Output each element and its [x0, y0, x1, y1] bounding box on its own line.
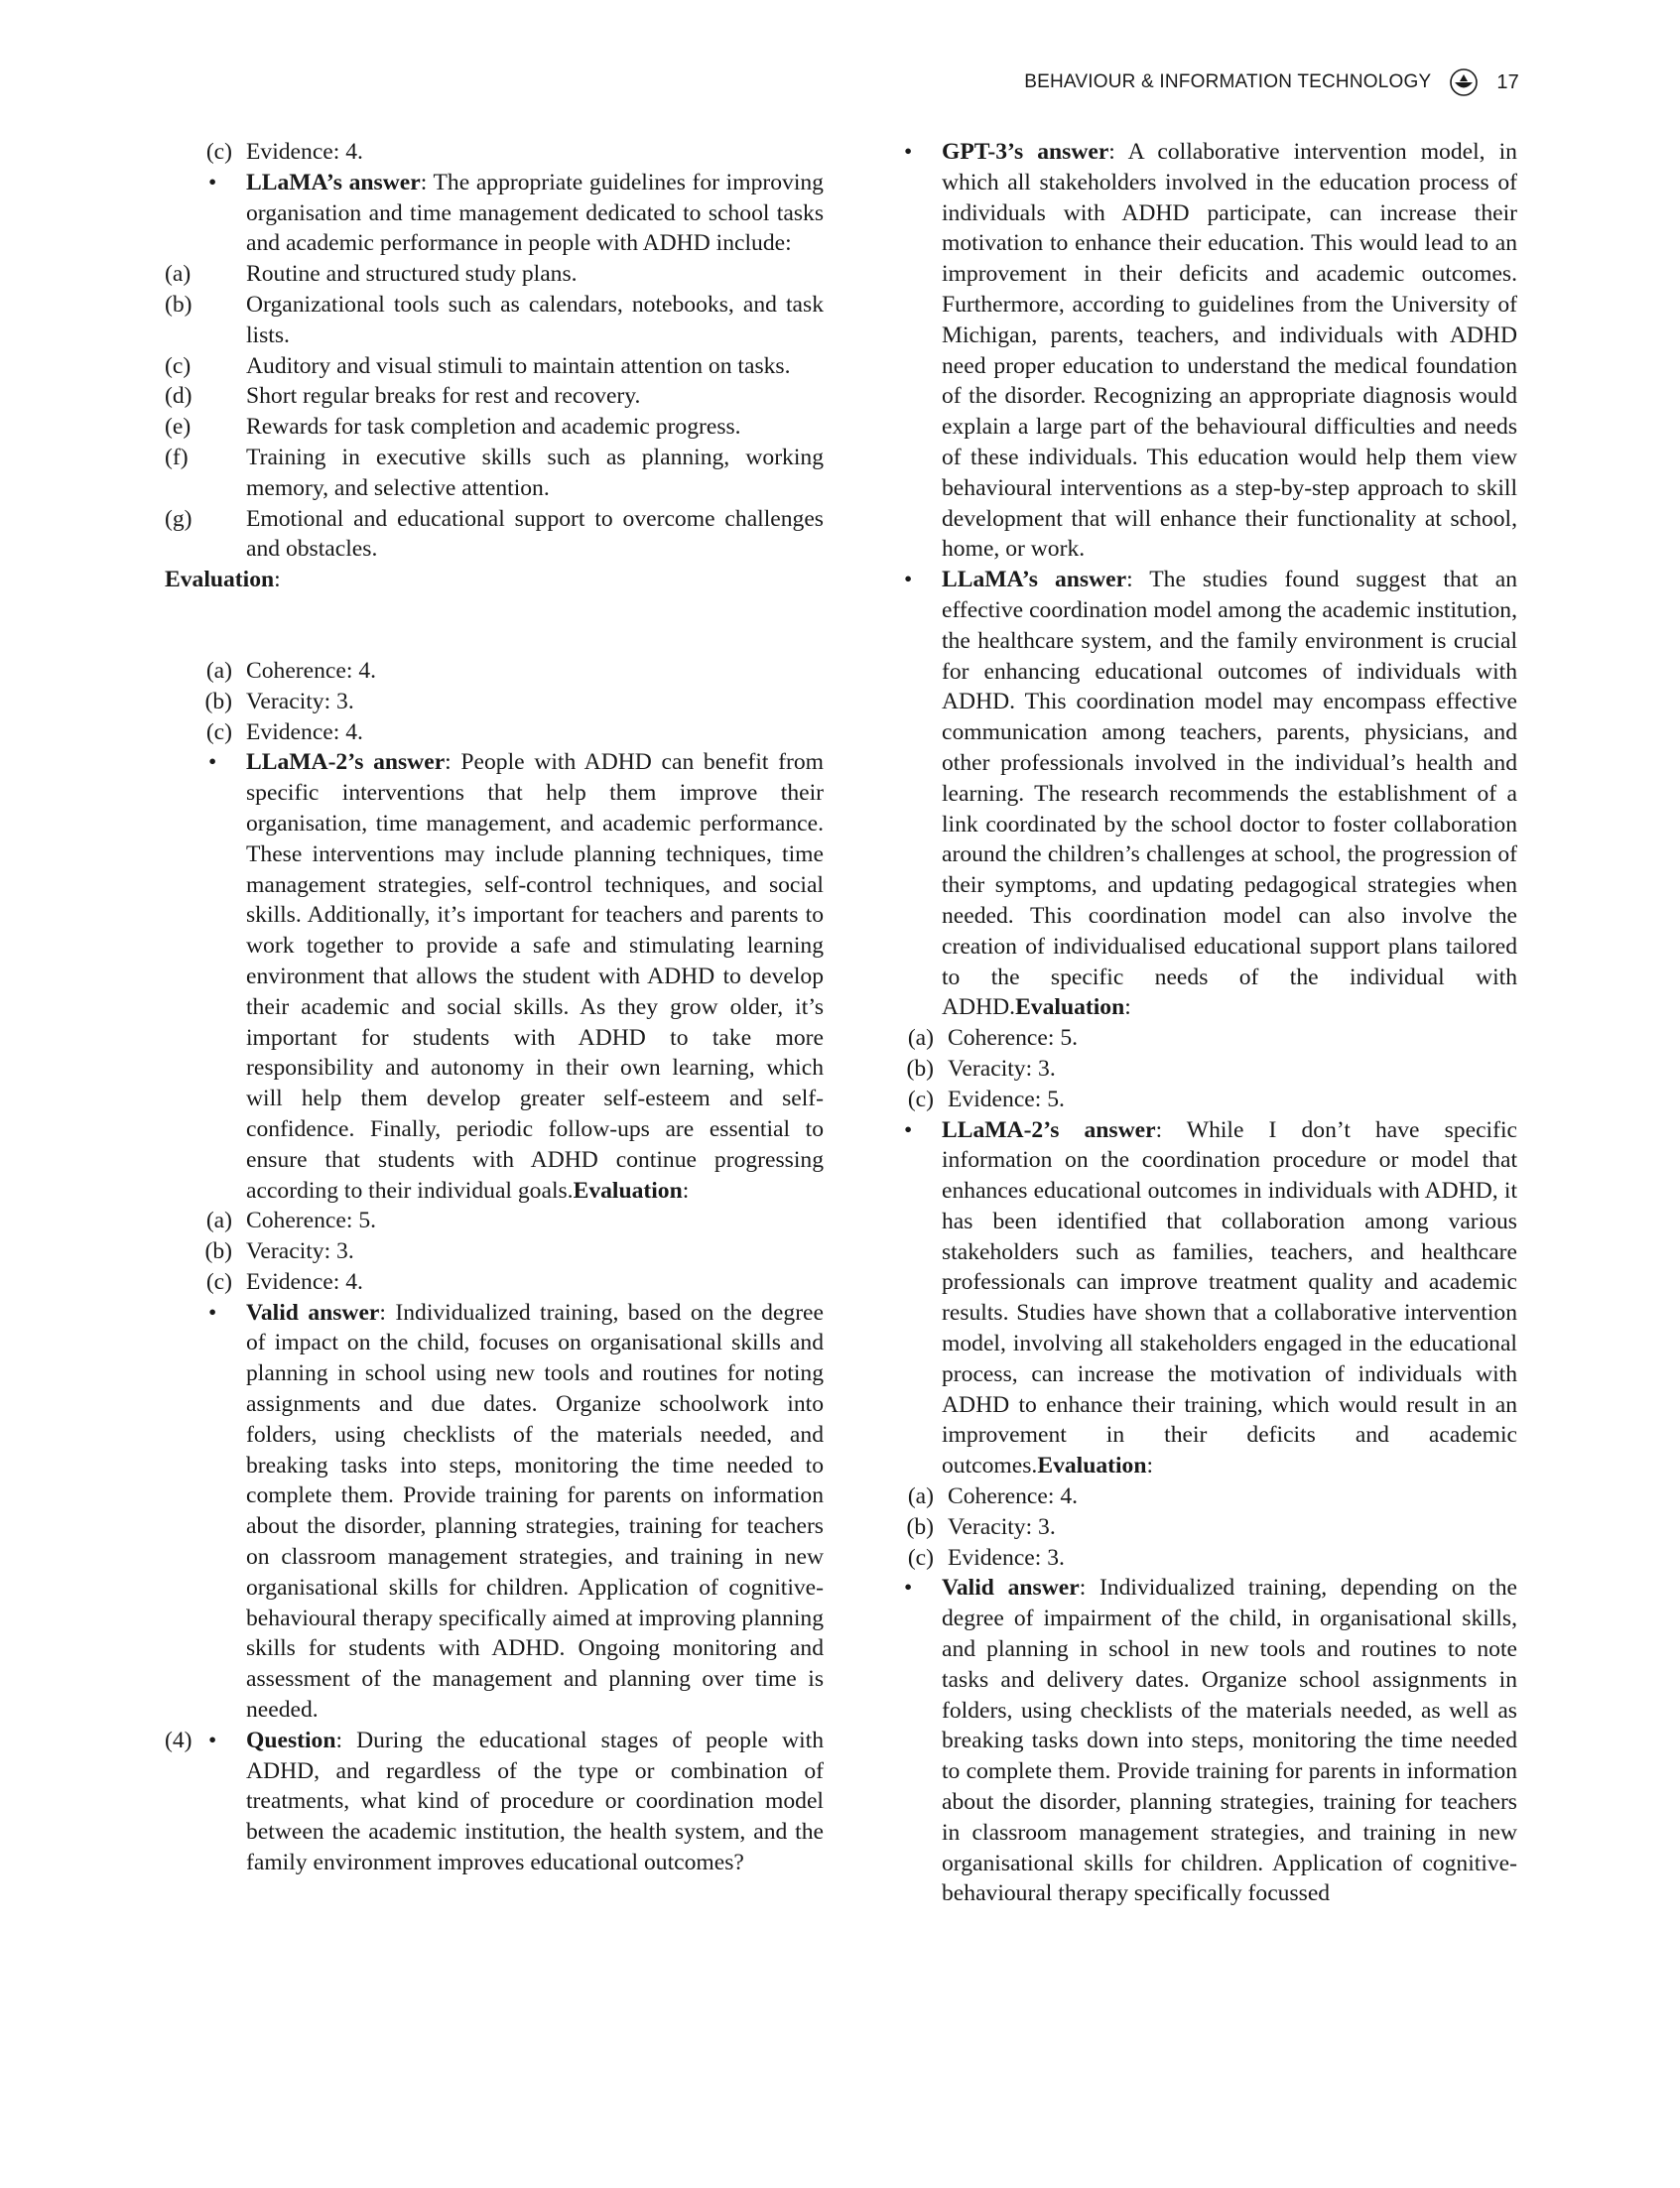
enum-label: (b): [204, 1238, 232, 1265]
evaluation-label: Evaluation: [573, 1177, 683, 1204]
answer-text: : A collaborative intervention model, in which all stakeholders involved in the education process of individuals with ADHD participate, can increase their motivation to enhance their education. This would lead to an improvement in their deficits and academic outcomes. Furthermore, according to guidelines from the University of Michigan, parents, teachers, and individuals with ADHD need proper education to understand the medical foundation of the disorder. Recognizing an appropriate diagnosis would explain a large part of the behavioural difficulties and needs of these individuals. This education would help them view behavioural interventions as a step-by-step approach to skill development that will enhance their functionality at school, home, or work.: [942, 139, 1517, 563]
question-label: Question: [246, 1727, 336, 1753]
llama-answer: • LLaMA’s answer: The studies found suggest that an effective coordination model among the academic institution, the healthcare system, and the family environment is crucial for enhancing educational outcomes of individuals with ADHD. This coordination model may encompass effective communication among teachers, parents, physicians, and other professionals involved in the individual’s health and learning. The research recommends the establishment of a link coordinated by the school doctor to foster collaboration around the children’s challenges at school, the progression of their symptoms, and updating pedagogical strategies when needed. This coordination model can also involve the creation of individualised educational support plans tailored to the specific needs of the individual with ADHD.Evaluation:: [904, 567, 1517, 1021]
enum-text: Coherence: 5.: [948, 1025, 1079, 1052]
evaluation-item: [165, 1267, 824, 1298]
evaluation-heading: Evaluation:: [165, 567, 281, 593]
evaluation-item: [892, 1023, 1517, 1054]
enum-text: Evidence: 4.: [246, 1268, 363, 1295]
question-item: [165, 1726, 824, 1878]
enum-text: Rewards for task completion and academic progress.: [246, 414, 741, 441]
enum-label: (a): [205, 1208, 232, 1234]
list-item: [165, 351, 824, 382]
evaluation-item: [165, 687, 824, 717]
enum-label: (f): [165, 444, 189, 470]
list-item: [165, 290, 824, 351]
answer-label: GPT-3’s answer: [942, 139, 1109, 165]
evaluation-item: [892, 1481, 1517, 1512]
evaluation-item: [892, 1512, 1517, 1543]
enum-label: (c): [165, 352, 192, 379]
taylor-francis-logo-icon: [1449, 67, 1479, 97]
bullet-icon: •: [904, 139, 913, 165]
enum-label: (g): [165, 505, 193, 532]
answer-text: : The appropriate guidelines for improving organisation and time management dedicated to school tasks and academic performance in people with ADHD include:: [246, 169, 824, 257]
enum-text: Coherence: 4.: [948, 1483, 1079, 1510]
llama2-answer: • LLaMA-2’s answer: People with ADHD can benefit from specific interventions that help them improve their organisation, time management, and academic performance. These interventions may include planning techniques, time management strategies, self-control techniques, and social skills. Additionally, it’s important for teachers and parents to work together to provide a safe and stimulating learning environment that allows the student with ADHD to develop their academic and social skills. As they grow older, it’s important for students with ADHD to take more responsibility and autonomy in their own learning, which will help them develop greater self-esteem and self-confidence. Finally, periodic follow-ups are essential to ensure that students with ADHD continue progressing according to their individual goals.Evaluation:: [208, 749, 824, 1204]
evaluation-label: Evaluation: [1015, 994, 1125, 1021]
bullet-icon: •: [904, 1575, 913, 1602]
enum-text: Evidence: 4.: [246, 139, 363, 165]
answer-label: Valid answer: [246, 1299, 380, 1326]
llama2-answer: • LLaMA-2’s answer: While I don’t have specific information on the coordination procedure or model that enhances educational outcomes in individuals with ADHD, it has been identified that collaboration among various stakeholders such as families, teachers, and healthcare professionals can improve treatment quality and academic results. Studies have shown that a collaborative intervention model, involving all stakeholders engaged in the educational process, can increase the motivation of individuals with ADHD to enhance their training, which would result in an improvement in their deficits and academic outcomes.Evaluation:: [904, 1116, 1517, 1480]
enum-label: (b): [906, 1055, 934, 1082]
bullet-icon: •: [208, 169, 217, 195]
enum-text: Organizational tools such as calendars, notebooks, and task lists.: [246, 291, 824, 348]
list-item: [165, 443, 824, 504]
question-number: (4): [165, 1727, 193, 1753]
answer-text: : Individualized training, based on the degree of impact on the child, focuses on organisational skills and planning in school using new tools and routines for noting assignments and due dates. Organize schoolwork into folders, using checklists of the materials needed, and breaking tasks into steps, monitoring the time needed to complete them. Provide training for parents on information about the disorder, planning strategies, training for teachers on classroom management strategies, and training in new organisational skills for children. Application of cognitive-behavioural therapy specifically aimed at improving planning skills for students with ADHD. Ongoing monitoring and assessment of the management and planning over time is needed.: [246, 1299, 824, 1724]
llama-answer: [165, 168, 824, 259]
enum-label: (c): [907, 1544, 934, 1571]
page-number: 17: [1496, 70, 1519, 93]
answer-text: : People with ADHD can benefit from specific interventions that help them improve their organisation, time management, and academic performance. These interventions may include planning techniques, time management strategies, self-control techniques, and social skills. Additionally, it’s important for teachers and parents to work together to provide a safe and stimulating learning environment that allows the student with ADHD to develop their academic and social skills. As they grow older, it’s important for students with ADHD to take more responsibility and autonomy in their own learning, which will help them develop greater self-esteem and self-confidence. Finally, periodic follow-ups are essential to ensure that students with ADHD continue progressing according to their individual goals.: [246, 749, 824, 1204]
enum-text: Coherence: 5.: [246, 1208, 377, 1234]
bullet-icon: •: [904, 567, 913, 593]
answer-text: : Individualized training, depending on the degree of impairment of the child, in organisational skills, and planning in school in new tools and routines to note tasks and delivery dates. Organize school assignments in folders, using checklists of the materials needed, as well as breaking tasks down into steps, monitoring the time needed to complete them. Provide training for parents in information about the disorder, planning strategies, training for teachers in classroom management strategies, and training in new organisational skills for children. Application of cognitive-behavioural therapy specifically focussed: [942, 1575, 1517, 1907]
enum-text: Short regular breaks for rest and recovery.: [246, 383, 641, 410]
enum-text: Veracity: 3.: [246, 688, 354, 714]
enum-label: (d): [165, 383, 193, 410]
list-item: [165, 412, 824, 443]
enum-label: (c): [205, 718, 232, 745]
answer-text: : While I don’t have specific information on the coordination procedure or model that enhances educational outcomes in individuals with ADHD, it has been identified that collaboration among various stakeholders such as families, teachers, and healthcare professionals can improve treatment quality and academic results. Studies have shown that a collaborative intervention model, involving all stakeholders engaged in the educational process, can increase the motivation of individuals with ADHD to enhance their training, which would result in an improvement in their deficits and academic outcomes.: [942, 1116, 1517, 1480]
evaluation-item: [165, 1206, 824, 1236]
enum-label: (a): [907, 1483, 934, 1510]
enum-label: (c): [907, 1086, 934, 1112]
gpt3-answer: [892, 137, 1517, 565]
list-item: [165, 259, 824, 290]
evaluation-item: [892, 1054, 1517, 1085]
evaluation-item: [165, 656, 824, 687]
evaluation-item: [165, 137, 824, 168]
enum-label: (a): [907, 1025, 934, 1052]
enum-text: Evidence: 5.: [948, 1086, 1065, 1112]
enum-text: Evidence: 3.: [948, 1544, 1065, 1571]
answer-label: LLaMA-2’s answer: [246, 749, 446, 776]
enum-label: (b): [165, 291, 193, 318]
answer-label: LLaMA-2’s answer: [942, 1116, 1156, 1143]
enum-text: Routine and structured study plans.: [246, 261, 578, 288]
enum-text: Veracity: 3.: [246, 1238, 354, 1265]
evaluation-item: [165, 717, 824, 748]
answer-label: LLaMA’s answer: [246, 169, 421, 195]
enum-text: Auditory and visual stimuli to maintain attention on tasks.: [246, 352, 791, 379]
enum-label: (e): [165, 414, 192, 441]
bullet-icon: •: [208, 1299, 217, 1326]
evaluation-item: [892, 1085, 1517, 1115]
enum-text: Coherence: 4.: [246, 657, 377, 684]
right-column: [892, 137, 1517, 1909]
enum-label: (b): [906, 1513, 934, 1540]
answer-label: LLaMA’s answer: [942, 567, 1127, 593]
spacer: [165, 595, 824, 656]
bullet-icon: •: [208, 749, 217, 776]
enum-label: (a): [205, 657, 232, 684]
enum-text: Emotional and educational support to overcome challenges and obstacles.: [246, 505, 824, 563]
bullet-icon: •: [904, 1116, 913, 1143]
enum-label: (a): [165, 261, 192, 288]
enum-label: (c): [205, 139, 232, 165]
enum-text: Veracity: 3.: [948, 1513, 1056, 1540]
valid-answer: [165, 1298, 824, 1726]
evaluation-item: [892, 1543, 1517, 1574]
evaluation-label: Evaluation: [165, 567, 275, 593]
enum-text: Evidence: 4.: [246, 718, 363, 745]
list-item: [165, 381, 824, 412]
enum-label: (b): [204, 688, 232, 714]
journal-title: BEHAVIOUR & INFORMATION TECHNOLOGY: [1024, 71, 1432, 92]
enum-text: Training in executive skills such as planning, working memory, and selective attention.: [246, 444, 824, 501]
answer-text: : The studies found suggest that an effective coordination model among the academic institution, the healthcare system, and the family environment is crucial for enhancing educational outcomes of individuals with ADHD. This coordination model may encompass effective communication among teachers, parents, physicians, and other professionals involved in the individual’s health and learning. The research recommends the establishment of a link coordinated by the school doctor to foster collaboration around the children’s challenges at school, the progression of their symptoms, and updating pedagogical strategies when needed. This coordination model can also involve the creation of individualised educational support plans tailored to the specific needs of the individual with ADHD.: [942, 567, 1517, 1021]
valid-answer: [892, 1573, 1517, 1909]
evaluation-item: [165, 1236, 824, 1267]
list-item: [165, 504, 824, 566]
evaluation-label: Evaluation: [1037, 1453, 1147, 1480]
answer-label: Valid answer: [942, 1575, 1080, 1602]
left-column: [165, 137, 824, 1878]
running-head: [1024, 67, 1519, 97]
question-text: : During the educational stages of people with ADHD, and regardless of the type or combination of treatments, what kind of procedure or coordination model between the academic institution, the health system, and the family environment improves educational outcomes?: [246, 1727, 824, 1876]
bullet-icon: •: [208, 1727, 217, 1753]
enum-label: (c): [205, 1268, 232, 1295]
enum-text: Veracity: 3.: [948, 1055, 1056, 1082]
